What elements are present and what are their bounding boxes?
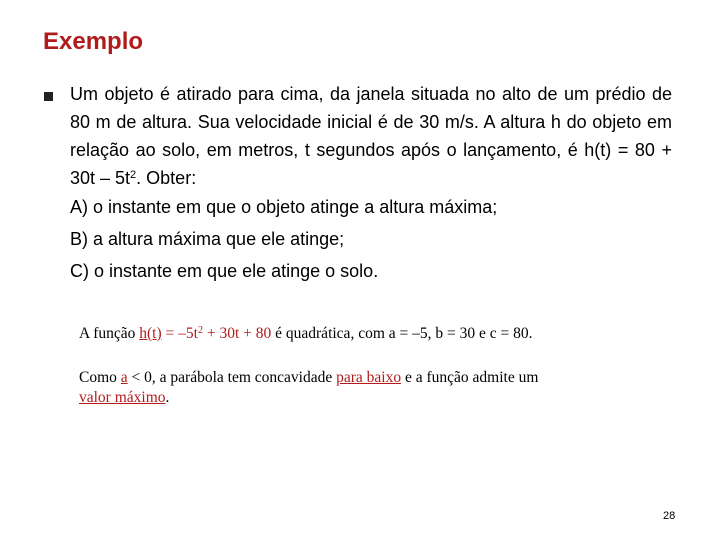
function-name: h(t) [139, 325, 162, 342]
note-quadratic: A função $h(t) = -5t^2 + 30t + 80$ é quadrática, com a = –5, b = 30 e c = 80. [79, 325, 533, 342]
coef-a: a [120, 369, 128, 386]
item-a: A) o instante em que o objeto atinge a altura máxima; [70, 197, 498, 217]
para-baixo: para baixo [336, 369, 402, 386]
function-exponent: 2 [197, 325, 203, 336]
page-number: 28 [663, 510, 676, 522]
problem-statement [70, 80, 672, 192]
slide-title: Exemplo [43, 28, 144, 55]
note-concavity: Como a < 0, a parábola tem concavidade para baixo e a função admite um valor máximo. [79, 369, 539, 406]
item-c: C) o instante em que ele atinge o solo. [70, 261, 379, 281]
square-bullet-icon [44, 92, 53, 101]
problem-tail: . Obter: [136, 168, 197, 188]
function-equation-start: = –5t [161, 325, 198, 342]
problem-text: Um objeto é atirado para cima, da janela situada no alto de um prédio de 80 m de altura. Sua velocidade inicial é de 30 m/s. A altura h do objeto em relação ao solo, em metros, t segundos após o lançamento, é h(t) = 80 + 30t – 5t [70, 84, 672, 188]
valor-maximo: valor máximo [79, 389, 166, 406]
item-b: B) a altura máxima que ele atinge; [70, 229, 345, 249]
function-equation-end: + 30t + 80 [202, 325, 272, 342]
problem-exponent: 2 [130, 169, 137, 181]
